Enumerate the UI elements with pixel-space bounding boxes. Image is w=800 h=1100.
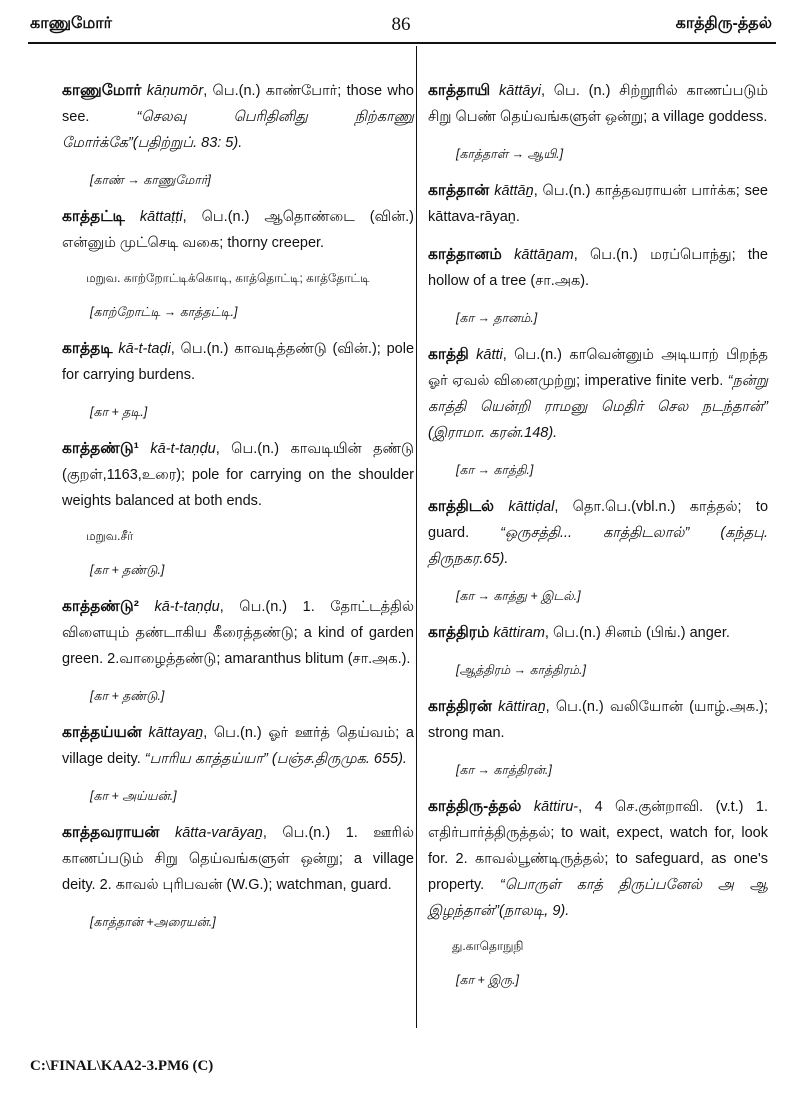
etymology-note: [கா → காத்து + இடல்.] bbox=[456, 589, 581, 603]
etymology-note: [காத்தான் +அரையன்.] bbox=[90, 915, 216, 929]
etymology-note: [கா + தண்டு.] bbox=[90, 563, 165, 577]
definition: , பெ.(n.) 1. தோட்டத்தில் விளையும் தண்டாகிய கீரைத்தண்டு; a kind of garden green. 2.வாழைத்தண்டு; amaranthus blitum (சா.அக.). bbox=[62, 599, 414, 667]
definition: , பெ.(n.) காத்தவராயன் பார்க்க; see kāttava-rāyaṉ. bbox=[428, 183, 768, 225]
transliteration: kātta-varāyaṉ bbox=[174, 825, 263, 841]
headword: காத்தடி bbox=[62, 340, 113, 357]
transliteration: kā-t-taḍi bbox=[118, 341, 171, 357]
transliteration: kāttiraṉ bbox=[498, 699, 546, 715]
definition: , பெ.(n.) காவென்னும் அடியாற் பிறந்த ஓர் ஏவல் வினைமுற்று; imperative finite verb. bbox=[428, 347, 769, 389]
dictionary-entry bbox=[62, 336, 414, 388]
definition: , பெ.(n.) மரப்பொந்து; the hollow of a tree (சா.அக). bbox=[428, 247, 768, 289]
right-column bbox=[428, 78, 768, 1004]
dictionary-entry bbox=[428, 694, 768, 746]
header-rule bbox=[28, 42, 776, 44]
etymology-note: [கா → காத்தி.] bbox=[456, 463, 534, 477]
etymology-note: [கா + அய்யன்.] bbox=[90, 789, 177, 803]
headword: காத்தாயி bbox=[428, 82, 491, 99]
citation-quote: “பாரிய காத்தய்யா” (பஞ்ச.திருமுக. 655). bbox=[144, 751, 407, 767]
definition: , பெ.(n.) காண்போர்; those who see. bbox=[62, 83, 414, 125]
headword: காத்திடல் bbox=[428, 498, 495, 515]
headword: காத்திரன் bbox=[428, 698, 492, 715]
etymology-note: [காற்றோட்டி → காத்தட்டி.] bbox=[90, 305, 238, 319]
citation-quote: “பொருள் காத் திருப்பனேல் அ ஆ இழந்தான்”(நாலடி, 9). bbox=[428, 877, 768, 919]
header-right-guideword: காத்திரு-த்தல் bbox=[675, 15, 772, 32]
definition: , பெ.(n.) சினம் (பிங்.) anger. bbox=[544, 625, 730, 641]
dictionary-entry bbox=[62, 720, 414, 772]
page-number: 86 bbox=[391, 14, 411, 35]
etymology-note: [கா + தடி.] bbox=[90, 405, 148, 419]
headword: காத்தட்டி bbox=[62, 208, 125, 225]
etymology-note: [கா → தானம்.] bbox=[456, 311, 538, 325]
transliteration: kātti bbox=[476, 347, 503, 363]
synonym-note: மறுவ. காற்றோட்டிக்கொடி, காத்தொட்டி; காத்தோட்டி bbox=[86, 271, 370, 285]
transliteration: kāttaṭṭi bbox=[139, 209, 183, 225]
dictionary-entry bbox=[428, 78, 768, 130]
transliteration: kāṇumōr bbox=[146, 83, 204, 99]
file-path-footer: C:\FINAL\KAA2-3.PM6 (C) bbox=[30, 1058, 214, 1074]
etymology-note: [காண் → காணுமோர்] bbox=[90, 173, 211, 187]
dictionary-entry bbox=[428, 342, 768, 446]
etymology-note: [கா → காத்திரன்.] bbox=[456, 763, 552, 777]
definition: , பெ.(n.) ஓர் ஊர்த் தெய்வம்; a village deity. bbox=[62, 725, 414, 767]
citation-quote: “ஒருசத்தி... காத்திடலால்” (கந்தபு. திருநகர.65). bbox=[428, 525, 768, 567]
dictionary-entry bbox=[428, 178, 768, 230]
dictionary-entry bbox=[62, 436, 414, 514]
dictionary-entry bbox=[428, 242, 768, 294]
dictionary-entry bbox=[428, 620, 768, 646]
dictionary-entry bbox=[62, 594, 414, 672]
definition: , பெ.(n.) ஆதொண்டை (வின்.) என்னும் முட்செடி வகை; thorny creeper. bbox=[62, 209, 414, 251]
header-left-guideword: காணுமோர் bbox=[30, 15, 112, 32]
headword: காணுமோர் bbox=[62, 82, 142, 99]
transliteration: kāttāyi bbox=[499, 83, 541, 99]
transliteration: kāttiru- bbox=[533, 799, 579, 815]
etymology-note: [ஆத்திரம் → காத்திரம்.] bbox=[456, 663, 586, 677]
dictionary-entry bbox=[62, 204, 414, 256]
definition: , 4 செ.குன்றாவி. (v.t.) 1. எதிர்பார்த்திருத்தல்; to wait, expect, watch for, look for. 2. காவல்பூண்டிருத்தல்; to safeguard, as one's property. bbox=[428, 799, 768, 893]
definition: , பெ.(n.) காவடியின் தண்டு (குறள்,1163,உரை); pole for carrying on the shoulder weights balanced at both ends. bbox=[62, 441, 414, 509]
headword: காத்தண்டு¹ bbox=[62, 440, 139, 457]
transliteration: kāttiram bbox=[493, 625, 545, 641]
headword: காத்திரு-த்தல் bbox=[428, 798, 522, 815]
headword: காத்தானம் bbox=[428, 246, 502, 263]
transliteration: kāttiḍal bbox=[508, 499, 555, 515]
transliteration: kā-t-taṇḍu bbox=[150, 441, 216, 457]
transliteration: kāttāṉam bbox=[514, 247, 574, 263]
transliteration: kāttayaṉ bbox=[148, 725, 204, 741]
headword: காத்தான் bbox=[428, 182, 490, 199]
definition: , பெ.(n.) 1. ஊரில் காணப்படும் சிறு தெய்வங்களுள் ஒன்று; a village deity. 2. காவல் புரிபவன் (W.G.); watchman, guard. bbox=[62, 825, 414, 893]
dictionary-entry bbox=[62, 820, 414, 898]
dictionary-entry bbox=[428, 494, 768, 572]
citation-quote: “செலவு பெரிதினிது நிற்காணு மோர்க்கே”(பதிற்றுப். 83: 5). bbox=[62, 109, 414, 151]
definition: , பெ.(n.) காவடித்தண்டு (வின்.); pole for carrying burdens. bbox=[62, 341, 415, 383]
left-column bbox=[62, 78, 414, 946]
dictionary-entry bbox=[428, 794, 768, 924]
etymology-note: [காத்தாள் → ஆயி.] bbox=[456, 147, 564, 161]
headword: காத்திரம் bbox=[428, 624, 490, 641]
column-divider bbox=[416, 46, 417, 1028]
headword: காத்தவராயன் bbox=[62, 824, 160, 841]
page-header bbox=[30, 12, 772, 42]
etymology-note: [கா + தண்டு.] bbox=[90, 689, 165, 703]
definition: , பெ. (n.) சிற்றூரில் காணப்படும் சிறு பெண் தெய்வங்களுள் ஒன்று; a village goddess. bbox=[428, 83, 769, 125]
synonym-note: து.காதொநுநி bbox=[452, 939, 524, 953]
definition: , பெ.(n.) வலியோன் (யாழ்.அக.); strong man. bbox=[428, 699, 768, 741]
etymology-note: [கா + இரு.] bbox=[456, 973, 519, 987]
headword: காத்தண்டு² bbox=[62, 598, 139, 615]
synonym-note: மறுவ.சீர் bbox=[86, 529, 134, 543]
definition: , தொ.பெ.(vbl.n.) காத்தல்; to guard. bbox=[428, 499, 769, 541]
transliteration: kāttāṉ bbox=[494, 183, 534, 199]
citation-quote: “நன்று காத்தி யென்றி ராமனு மெதிர் செல நடந்தான்” (இராமா. கரன்.148). bbox=[428, 373, 768, 441]
headword: காத்தி bbox=[428, 346, 469, 363]
transliteration: kā-t-taṇḍu bbox=[154, 599, 220, 615]
dictionary-entry bbox=[62, 78, 414, 156]
headword: காத்தய்யன் bbox=[62, 724, 142, 741]
